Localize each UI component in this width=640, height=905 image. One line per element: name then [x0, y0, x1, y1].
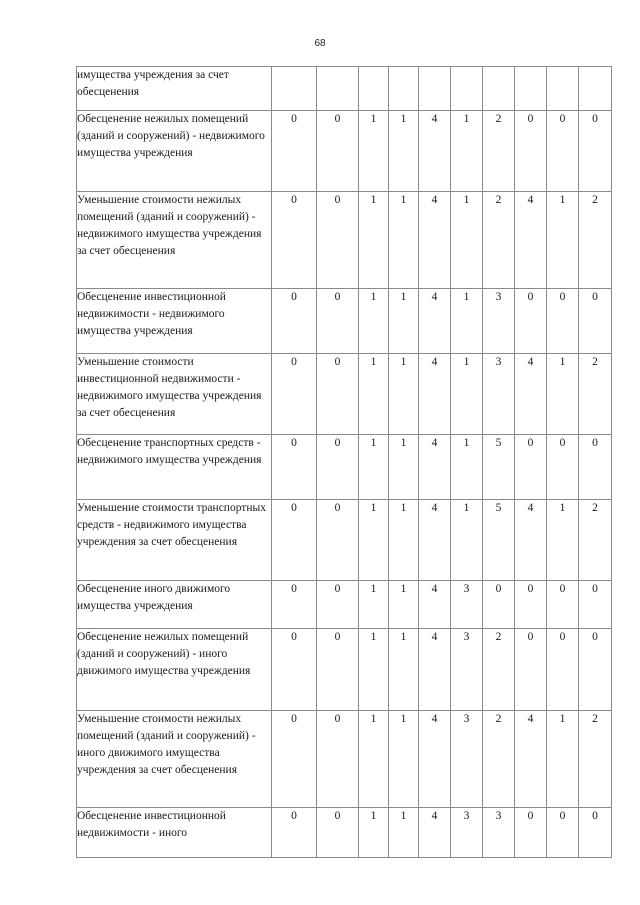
table-row	[77, 629, 612, 711]
code-digit-cell: 1	[359, 711, 389, 808]
account-codes-table	[76, 66, 612, 858]
code-digit-cell: 5	[483, 500, 515, 581]
code-digit-cell: 1	[359, 629, 389, 711]
code-digit-cell: 1	[547, 192, 579, 289]
code-digit-cell	[272, 67, 317, 111]
row-label: имущества учреждения за счет обесценения	[77, 67, 272, 111]
code-digit-cell: 0	[515, 435, 547, 500]
code-digit-cell	[515, 67, 547, 111]
code-digit-cell: 0	[547, 808, 579, 858]
code-digit-cell	[317, 67, 359, 111]
code-digit-cell: 0	[483, 581, 515, 629]
code-digit-cell: 0	[317, 500, 359, 581]
code-digit-cell: 0	[272, 111, 317, 192]
code-digit-cell: 3	[483, 289, 515, 354]
code-digit-cell: 1	[389, 354, 419, 435]
code-digit-cell: 4	[419, 808, 451, 858]
code-digit-cell: 1	[451, 500, 483, 581]
code-digit-cell: 5	[483, 435, 515, 500]
row-label: Уменьшение стоимости нежилых помещений (зданий и сооружений) - недвижимого имущества учреждения за счет обесценения	[77, 192, 272, 289]
code-digit-cell: 0	[515, 581, 547, 629]
code-digit-cell: 1	[359, 435, 389, 500]
code-digit-cell: 1	[359, 581, 389, 629]
code-digit-cell: 1	[389, 435, 419, 500]
code-digit-cell: 0	[272, 192, 317, 289]
code-digit-cell: 0	[515, 111, 547, 192]
code-digit-cell: 1	[389, 711, 419, 808]
code-digit-cell: 0	[547, 629, 579, 711]
code-digit-cell: 1	[389, 500, 419, 581]
page-number: 68	[314, 38, 326, 49]
code-digit-cell: 1	[451, 354, 483, 435]
table-row	[77, 111, 612, 192]
code-digit-cell: 3	[451, 629, 483, 711]
code-digit-cell: 4	[419, 192, 451, 289]
code-digit-cell: 2	[483, 629, 515, 711]
code-digit-cell	[359, 67, 389, 111]
code-digit-cell: 1	[389, 581, 419, 629]
row-label: Обесценение транспортных средств - недвижимого имущества учреждения	[77, 435, 272, 500]
code-digit-cell: 1	[389, 192, 419, 289]
code-digit-cell: 0	[547, 289, 579, 354]
row-label: Обесценение иного движимого имущества учреждения	[77, 581, 272, 629]
code-digit-cell: 0	[317, 808, 359, 858]
code-digit-cell: 1	[547, 500, 579, 581]
code-digit-cell: 0	[547, 435, 579, 500]
code-digit-cell: 1	[359, 192, 389, 289]
table-row	[77, 581, 612, 629]
code-digit-cell: 0	[317, 354, 359, 435]
code-digit-cell: 2	[579, 500, 612, 581]
code-digit-cell: 0	[317, 435, 359, 500]
code-digit-cell: 4	[419, 354, 451, 435]
code-digit-cell: 4	[419, 629, 451, 711]
code-digit-cell: 2	[579, 192, 612, 289]
code-digit-cell: 0	[272, 581, 317, 629]
code-digit-cell: 1	[547, 711, 579, 808]
code-digit-cell: 0	[272, 289, 317, 354]
code-digit-cell: 0	[317, 629, 359, 711]
code-digit-cell: 0	[515, 289, 547, 354]
code-digit-cell: 0	[515, 629, 547, 711]
code-digit-cell: 0	[579, 111, 612, 192]
code-digit-cell: 0	[272, 711, 317, 808]
code-digit-cell: 4	[419, 500, 451, 581]
code-digit-cell: 2	[483, 192, 515, 289]
table-body	[77, 67, 612, 858]
table-row	[77, 67, 612, 111]
row-label: Уменьшение стоимости транспортных средств - недвижимого имущества учреждения за счет обесценения	[77, 500, 272, 581]
code-digit-cell: 1	[359, 354, 389, 435]
code-digit-cell	[547, 67, 579, 111]
code-digit-cell: 2	[579, 711, 612, 808]
code-digit-cell: 0	[317, 111, 359, 192]
row-label: Обесценение инвестиционной недвижимости - недвижимого имущества учреждения	[77, 289, 272, 354]
code-digit-cell: 1	[389, 629, 419, 711]
code-digit-cell: 0	[272, 629, 317, 711]
code-digit-cell: 0	[547, 581, 579, 629]
code-digit-cell: 1	[389, 289, 419, 354]
row-label: Уменьшение стоимости инвестиционной недвижимости - недвижимого имущества учреждения за счет обесценения	[77, 354, 272, 435]
code-digit-cell: 0	[272, 808, 317, 858]
code-digit-cell: 3	[483, 808, 515, 858]
code-digit-cell: 3	[451, 581, 483, 629]
code-digit-cell: 1	[359, 808, 389, 858]
row-label: Обесценение нежилых помещений (зданий и сооружений) - иного движимого имущества учреждения	[77, 629, 272, 711]
code-digit-cell	[389, 67, 419, 111]
code-digit-cell: 3	[483, 354, 515, 435]
code-digit-cell: 1	[359, 111, 389, 192]
code-digit-cell: 4	[419, 289, 451, 354]
code-digit-cell: 1	[451, 289, 483, 354]
code-digit-cell: 0	[547, 111, 579, 192]
code-digit-cell: 1	[389, 111, 419, 192]
table-row	[77, 500, 612, 581]
code-digit-cell	[451, 67, 483, 111]
code-digit-cell: 0	[579, 289, 612, 354]
table-row	[77, 354, 612, 435]
code-digit-cell: 0	[579, 808, 612, 858]
table-row	[77, 808, 612, 858]
code-digit-cell: 1	[359, 289, 389, 354]
code-digit-cell: 4	[515, 500, 547, 581]
code-digit-cell: 2	[483, 111, 515, 192]
row-label: Обесценение нежилых помещений (зданий и сооружений) - недвижимого имущества учреждения	[77, 111, 272, 192]
code-digit-cell: 1	[389, 808, 419, 858]
code-digit-cell: 0	[317, 289, 359, 354]
code-digit-cell: 1	[451, 111, 483, 192]
code-digit-cell: 4	[515, 711, 547, 808]
code-digit-cell: 0	[272, 500, 317, 581]
code-digit-cell: 1	[451, 192, 483, 289]
row-label: Уменьшение стоимости нежилых помещений (зданий и сооружений) - иного движимого имущества учреждения за счет обесценения	[77, 711, 272, 808]
table-row	[77, 435, 612, 500]
code-digit-cell: 4	[419, 581, 451, 629]
code-digit-cell: 3	[451, 808, 483, 858]
code-digit-cell: 0	[317, 711, 359, 808]
code-digit-cell: 4	[419, 711, 451, 808]
code-digit-cell: 0	[579, 629, 612, 711]
row-label: Обесценение инвестиционной недвижимости - иного	[77, 808, 272, 858]
code-digit-cell: 0	[515, 808, 547, 858]
code-digit-cell: 0	[272, 354, 317, 435]
code-digit-cell: 0	[579, 435, 612, 500]
code-digit-cell: 1	[359, 500, 389, 581]
code-digit-cell	[579, 67, 612, 111]
code-digit-cell: 3	[451, 711, 483, 808]
code-digit-cell: 0	[579, 581, 612, 629]
code-digit-cell: 4	[419, 435, 451, 500]
code-digit-cell: 4	[419, 111, 451, 192]
code-digit-cell: 0	[272, 435, 317, 500]
code-digit-cell: 0	[317, 192, 359, 289]
table-row	[77, 711, 612, 808]
code-digit-cell: 4	[515, 192, 547, 289]
code-digit-cell	[483, 67, 515, 111]
code-digit-cell: 0	[317, 581, 359, 629]
table-row	[77, 289, 612, 354]
code-digit-cell: 2	[483, 711, 515, 808]
code-digit-cell: 1	[547, 354, 579, 435]
code-digit-cell: 1	[451, 435, 483, 500]
code-digit-cell: 4	[515, 354, 547, 435]
code-digit-cell	[419, 67, 451, 111]
code-digit-cell: 2	[579, 354, 612, 435]
table-row	[77, 192, 612, 289]
